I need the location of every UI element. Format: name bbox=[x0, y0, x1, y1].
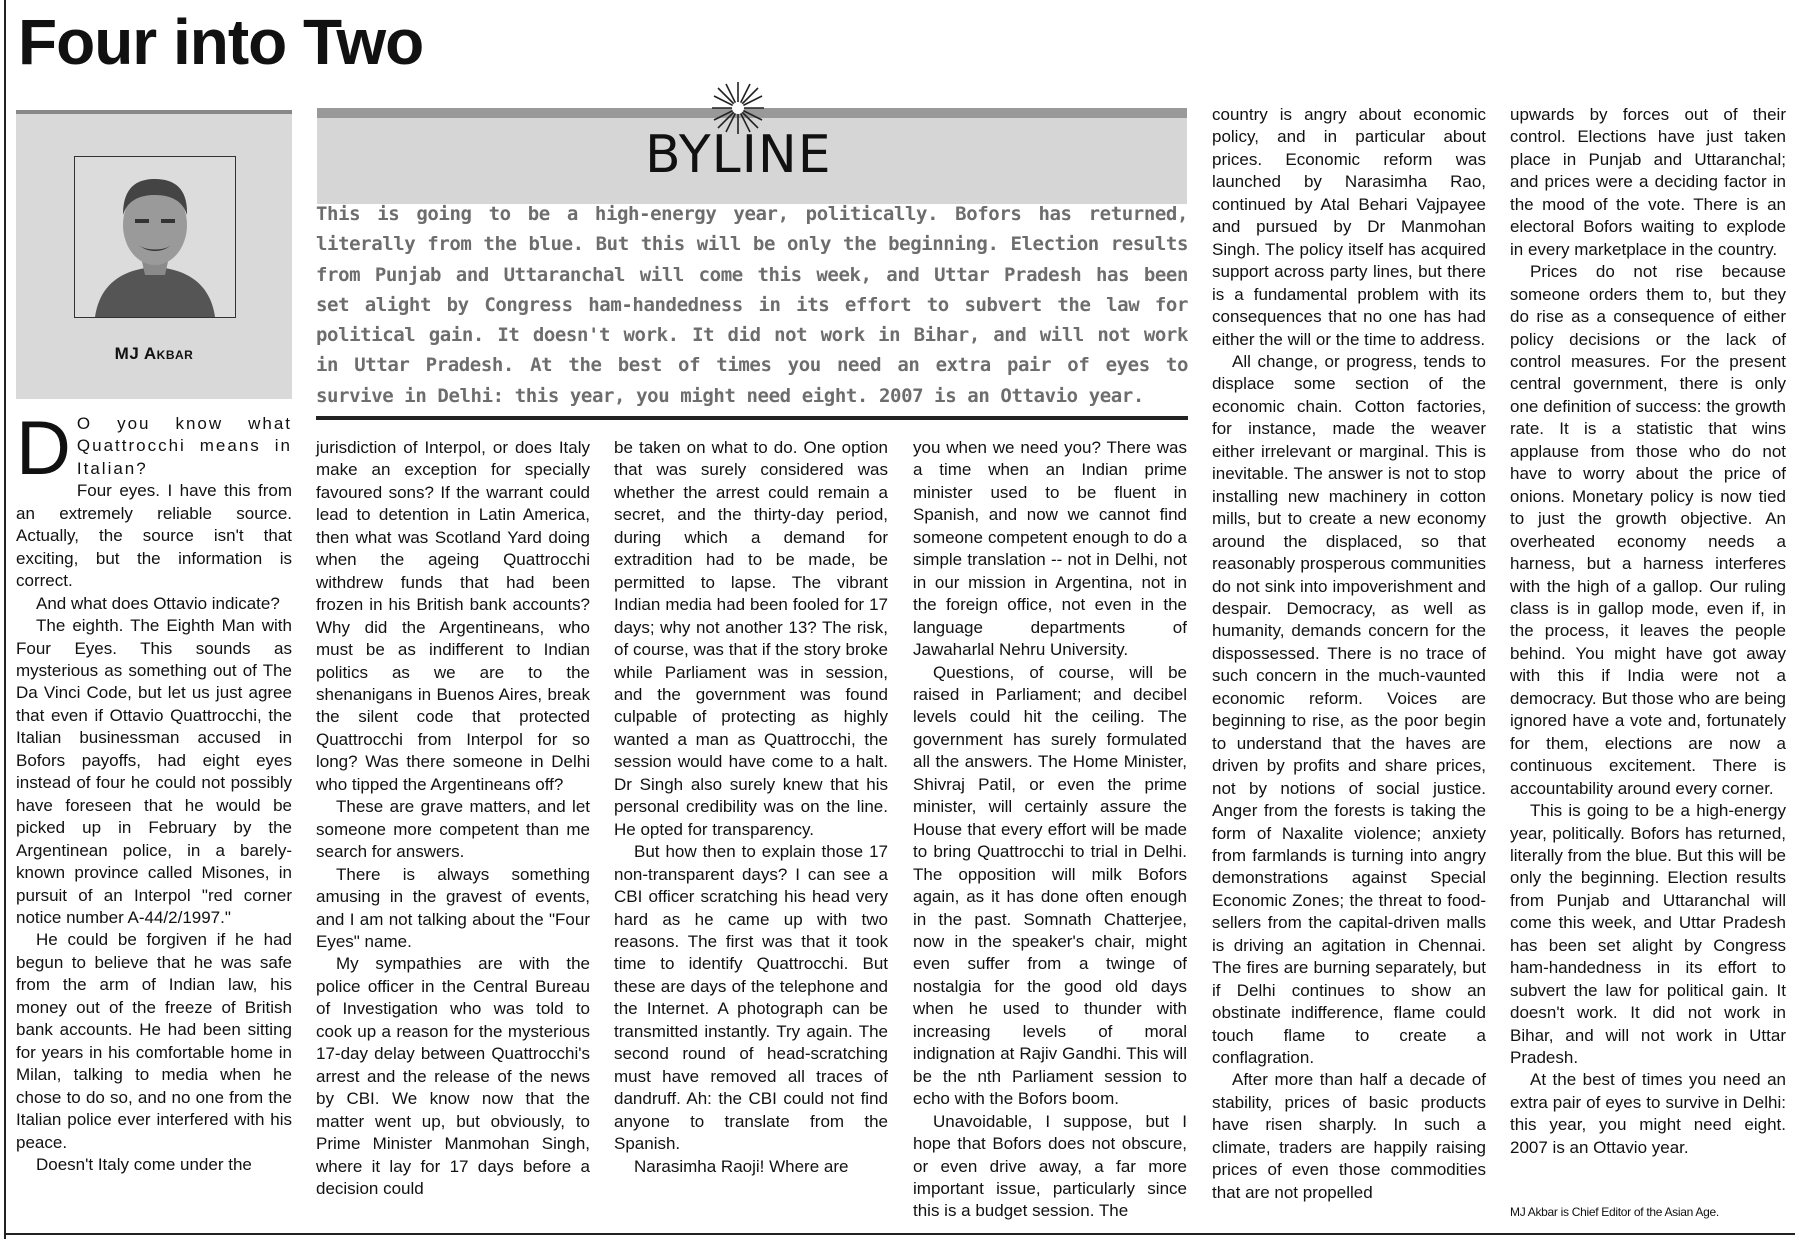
paragraph: Questions, of course, will be raised in Parliament; and decibel levels could hit the ceiling. The government has surely formulated all the answers. The Home Minister, Shivraj Patil, or even the prime minister, will certainly assure the House that every effort will be made to bring Quattrocchi to trial in Delhi. The opposition will milk Bofors again, as it has done often enough in the past. Somnath Chatterjee, now in the speaker's chair, might even suffer from a twinge of nostalgia for the good old days when he used to thunder with increasing levels of moral indignation at Rajiv Gandhi. This will be the nth Parliament session to echo with the Bofors boom. bbox=[913, 662, 1187, 1109]
paragraph: Doesn't Italy come under the bbox=[36, 1154, 252, 1174]
paragraph: jurisdiction of Interpol, or does Italy make an exception for specially favoured sons? If the warrant could lead to detention in Latin America, then what was Scotland Yard doing when the ageing Quattrocchi withdrew funds that had been frozen in his British bank accounts? Why did the Argentineans, who must be as indifferent to Indian politics as we are to the shenanigans in Buenos Aires, break the silent code that protected Quattrocchi from Interpol for so long? Was there someone in Delhi who tipped the Argentineans off? bbox=[316, 438, 590, 794]
headline: Four into Two bbox=[18, 6, 424, 78]
body-column-2 bbox=[316, 437, 590, 1200]
author-footnote: MJ Akbar is Chief Editor of the Asian Age. bbox=[1510, 1205, 1719, 1219]
drop-cap: D bbox=[16, 406, 71, 491]
paragraph: But how then to explain those 17 non-transparent days? I can see a CBI officer scratching his head very hard as he came up with two reasons. The first was that it took time to identify Quattrocchi. But these are days of the telephone and the Internet. A photograph can be transmitted instantly. Try again. The second round of head-scratching must have removed all traces of dandruff. Ah: the CBI could not find anyone to translate from the Spanish. bbox=[614, 842, 888, 1154]
paragraph: Prices do not rise because someone orders them to, but they do rise as a consequence of either policy decisions or the lack of control measures. For the present central government, there is only one definition of success: the growth rate. It is a statistic that wins applause from those who do not have to worry about the price of onions. Monetary policy is now tied to just the growth objective. An overheated economy needs a harness, but a harness interferes with the high of a gallop. Our ruling class is in gallop mode, even if, in the process, it leaves the people behind. You might have got away with this if India were not a democracy. But those who are being ignored have a vote and, fortunately for them, elections are now a continuous excitement. There is accountability around every corner. bbox=[1510, 262, 1786, 798]
body-column-6 bbox=[1510, 104, 1786, 1159]
author-name: MJ Akbar bbox=[114, 344, 194, 363]
column-logo: BYLINE bbox=[645, 125, 832, 185]
paragraph: All change, or progress, tends to displace some section of the economic chain. Cotton factories, for instance, made the weaver either irrelevant or marginal. This is inevitable. The answer is not to stop installing new machinery in cotton mills, but to create a new economy around the displaced, so that reasonably prosperous communities do not sink into impoverishment and despair. Democracy, as well as humanity, demands concern for the dispossessed. There is no trace of such concern in the much-vaunted economic reform. Voices are beginning to rise, as the poor begin to understand that the haves are driven by profits and share prices, not by notions of social justice. Anger from the forests is taking the form of Naxalite violence; anxiety from farmlands is turning into angry demonstrations against Special Economic Zones; the threat to food-sellers from the capital-driven malls is driving an agitation in Chennai. The fires are burning separately, but if Delhi continues to show an obstinate indifference, flame could touch flame to create a conflagration. bbox=[1212, 351, 1486, 1068]
author-portrait-icon bbox=[75, 157, 235, 317]
paragraph: This is going to be a high-energy year, politically. Bofors has returned, literally from the blue. But this will be only the beginning. Election results from Punjab and Uttaranchal will come this week, and Uttar Pradesh has been set alight by Congress ham-handedness in its effort to subvert the law for political gain. It doesn't work. It did not work in Bihar, and will not work in Uttar Pradesh. bbox=[1510, 801, 1786, 1068]
body-column-1 bbox=[16, 406, 292, 1176]
paragraph: O you know what Quattrocchi means in Italian? bbox=[76, 414, 292, 478]
paragraph: country is angry about economic policy, and in particular about prices. Economic reform was launched by Narasimha Rao, continued by Atal Behari Vajpayee and pursued by Dr Manmohan Singh. The policy itself has acquired support across party lines, but there is a fundamental problem with its consequences that no one has had either the will or the time to address. bbox=[1212, 105, 1486, 349]
author-box bbox=[16, 110, 292, 399]
paragraph: There is always something amusing in the gravest of events, and I am not talking about the "Four Eyes" name. bbox=[316, 864, 590, 951]
paragraph: After more than half a decade of stability, prices of basic products have risen sharply. In such a climate, traders are happily raising prices of even those commodities that are not propelled bbox=[1212, 1070, 1486, 1202]
paragraph: you when we need you? There was a time when an Indian prime minister used to be fluent in Spanish, and now we cannot find someone competent enough to do a simple translation -- not in Delhi, not in our mission in Argentina, not in the foreign office, not even in the language departments of Jawaharlal Nehru University. bbox=[913, 438, 1187, 660]
paragraph: Narasimha Raoji! Where are bbox=[634, 1156, 849, 1176]
paragraph: Unavoidable, I suppose, but I hope that Bofors does not obscure, or even drive away, a far more important issue, particularly since this is a budget session. The bbox=[913, 1111, 1187, 1221]
page-border-bottom bbox=[4, 1233, 1795, 1235]
paragraph: And what does Ottavio indicate? bbox=[36, 593, 280, 613]
body-column-3 bbox=[614, 437, 888, 1178]
paragraph: These are grave matters, and let someone more competent than me search for answers. bbox=[316, 797, 590, 862]
paragraph: He could be forgiven if he had begun to believe that he was safe from the arm of Indian law, his money out of the freeze of British bank accounts. He had been sitting for years in his comfortable home in Milan, talking to media when he chose to do so, and no one from the Italian police ever interfered with his peace. bbox=[16, 930, 292, 1152]
paragraph: upwards by forces out of their control. Elections have just taken place in Punjab and Uttaranchal; and prices were a deciding factor in the mood of the vote. There is an electoral Bofors waiting to explode in every marketplace in the country. bbox=[1510, 105, 1786, 259]
paragraph: At the best of times you need an extra pair of eyes to survive in Delhi: this year, you might need eight. 2007 is an Ottavio year. bbox=[1510, 1070, 1786, 1157]
body-column-4 bbox=[913, 437, 1187, 1223]
page-border-left bbox=[4, 0, 6, 1239]
author-photo bbox=[74, 156, 236, 318]
body-column-5 bbox=[1212, 104, 1486, 1204]
intro-standfirst: This is going to be a high-energy year, politically. Bofors has returned, literally from the blue. But this will be only the beginning. Election results from Punjab and Uttaranchal will come this week, and Uttar Pradesh has been set alight by Congress ham-handedness in its effort to subvert the law for political gain. It doesn't work. It did not work in Bihar, and will not work in Uttar Pradesh. At the best of times you need an extra pair of eyes to survive in Delhi: this year, you might need eight. 2007 is an Ottavio year. bbox=[316, 203, 1188, 407]
paragraph: be taken on what to do. One option that was surely considered was whether the arrest could remain a secret, and the thirty-day period, during which a demand for extradition had to be made, be permitted to lapse. The vibrant Indian media had been fooled for 17 days; why not another 13? The risk, of course, was that if the story broke while Parliament was in session, and the government was found culpable of protecting as highly wanted a man as Quattrocchi, the session would have come to a halt. Dr Singh also surely knew that his personal credibility was on the line. He opted for transparency. bbox=[614, 438, 888, 839]
paragraph: Four eyes. I have this from an extremely reliable source. Actually, the source isn't that exciting, but the information is correct. bbox=[16, 481, 292, 591]
paragraph: My sympathies are with the police officer in the Central Bureau of Investigation who was told to cook up a reason for the mysterious 17-day delay between Quattrocchi's arrest and the release of the news by CBI. We know now that the matter went up, but obviously, to Prime Minister Manmohan Singh, where it lay for 17 days before a decision could bbox=[316, 954, 590, 1198]
paragraph: The eighth. The Eighth Man with Four Eyes. This sounds as mysterious as something out of The Da Vinci Code, but let us just agree that even if Ottavio Quattrocchi, the Italian businessman accused in Bofors payoffs, had eight eyes instead of four he could not possibly have foreseen that he would be picked up in February by the Argentinean police, in a barely-known province called Misones, in pursuit of an Interpol "red corner notice number A-44/2/1997." bbox=[16, 616, 292, 927]
intro-rule bbox=[316, 416, 1188, 420]
